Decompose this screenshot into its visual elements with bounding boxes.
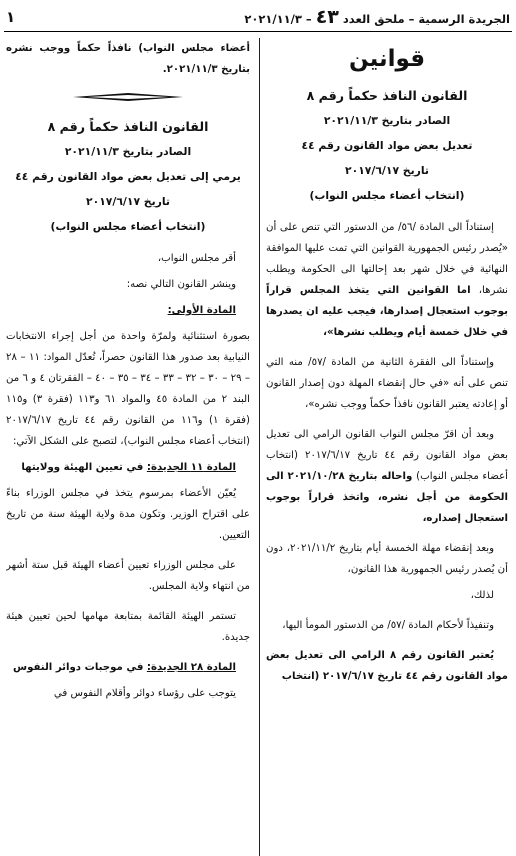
article-28-title: في موجبات دوائر النفوس <box>13 662 147 673</box>
law-heading-line-3: يرمي إلى تعديل بعض مواد القانون رقم ٤٤ <box>15 170 241 183</box>
issue-number: ٤٣ <box>315 6 339 28</box>
article-11-label: المادة ١١ الجديدة: <box>146 462 236 473</box>
law-heading-line-5: (انتخاب أعضاء مجلس النواب) <box>309 189 465 202</box>
paragraph-1-bold: اما القوانين التي يتخذ المجلس قراراً بوجوب استعجال إصدارها، فيجب عليه ان يصدرها في خلال خمسة أيام ويطلب نشرها»، <box>266 285 508 338</box>
gazette-title <box>244 6 510 28</box>
law-heading-line-1: القانون النافذ حكماً رقم ٨ <box>306 88 468 103</box>
paragraph-3 <box>266 424 508 529</box>
gazette-title-pre: الجريدة الرسمية – ملحق العدد <box>342 12 510 26</box>
article-1-text: بصورة استثنائية ولمرّة واحدة من أجل إجراء الانتخابات النيابية بعد صدور هذا القانون حصراً، تُعدّل المواد: ١١ – ٢٨ – ٢٩ – ٣٠ – ٣٢ – ٣٣ – ٣٤ – ٣٥ – ٤٠ – الفقرتان ٤ و ٦ من البند ٢ من المادة ٤٥ والمواد ٦١ و١١٣ (فقرة ٣) و١١٥ (فقرة ١) و١١٦ من القانون رقم ٤٤ تاريخ ٢٠١٧/٦/١٧ (انتخاب أعضاء مجلس النواب)، لتصبح على الشكل الآتي: <box>6 331 250 447</box>
law-heading-line-5: (انتخاب أعضاء مجلس النواب) <box>50 220 206 233</box>
article-11-paragraph-1: يُعيّن الأعضاء بمرسوم يتخذ في مجلس الوزراء بناءً على اقتراح الوزير. وتكون مدة ولاية الهيئة سنة من تاريخ التعيين. <box>6 488 250 541</box>
paragraph-2: وإستناداً الى الفقرة الثانية من المادة /٥٧/ منه التي تنص على أنه «في حال إنقضاء المهلة دون إصدار القانون أو إعادته يعتبر القانون نافذاً حكماً ووجب نشره»، <box>266 357 508 410</box>
article-28-paragraph-1: يتوجب على رؤساء دوائر وأقلام النفوس في <box>53 688 236 699</box>
header-rule <box>4 31 512 32</box>
article-1-title: المادة الأولى: <box>167 305 236 316</box>
continued-paragraph: أعضاء مجلس النواب) نافذاً حكماً ووجب نشره بتاريخ ٢٠٢١/١١/٣. <box>6 43 250 75</box>
paragraph-3-bold: واحاله بتاريخ ٢٠٢١/١٠/٢٨ الى الحكومة من أجل نشره، واتخذ قراراً بوجوب استعجال إصداره، <box>266 471 508 524</box>
paragraph-6: وتنفيذاً لأحكام المادة /٥٧/ من الدستور المومأ اليها، <box>282 620 494 631</box>
article-11-paragraph-2: على مجلس الوزراء تعيين أعضاء الهيئة قبل ستة أشهر من انتهاء ولاية المجلس. <box>6 560 250 592</box>
law-heading-line-4: تاريخ ٢٠١٧/٦/١٧ <box>345 164 429 177</box>
paragraph-4: وبعد إنقضاء مهلة الخمسة أيام بتاريخ ٢٠٢١/١١/٢، دون أن يُصدر رئيس الجمهورية هذا القانون، <box>266 543 508 575</box>
page-header <box>6 4 510 30</box>
paragraph-1-text: إستناداً الى المادة /٥٦/ من الدستور التي تنص على أن «يُصدر رئيس الجمهورية القوانين التي تمت عليها الموافقة النهائية في خلال شهر بعد إحالتها الى الحكومة ويطلب نشرها، <box>266 222 508 296</box>
left-column <box>6 38 250 856</box>
right-column <box>266 38 508 856</box>
article-11-paragraph-3: تستمر الهيئة القائمة بمتابعة مهامها لحين تعيين هيئة جديدة. <box>6 611 250 643</box>
law-heading-line-1: القانون النافذ حكماً رقم ٨ <box>47 119 209 134</box>
column-divider <box>259 38 260 856</box>
paragraph-1 <box>266 217 508 343</box>
enactment-line-1: أقر مجلس النواب، <box>157 253 236 264</box>
law-heading-line-2: الصادر بتاريخ ٢٠٢١/١١/٣ <box>64 145 192 158</box>
article-11-heading <box>6 457 250 478</box>
article-28-label: المادة ٢٨ الجديدة: <box>146 662 236 673</box>
paragraph-3-text: وبعد أن اقرّ مجلس النواب القانون الرامي الى تعديل بعض مواد القانون رقم ٤٤ تاريخ ٢٠١٧/٦/١٧ (انتخاب أعضاء مجلس النواب) <box>266 429 508 482</box>
law-heading-line-3: تعديل بعض مواد القانون رقم ٤٤ <box>301 139 473 152</box>
paragraph-5: لذلك، <box>470 590 494 601</box>
article-11-title: في تعيين الهيئة وولايتها <box>21 462 147 473</box>
law-heading-line-4: تاريخ ٢٠١٧/٦/١٧ <box>86 195 170 208</box>
section-title: قوانين <box>348 46 426 72</box>
separator-ornament <box>6 80 250 114</box>
enactment-line-2: وينشر القانون التالي نصه: <box>126 279 236 290</box>
diamond-rule-icon <box>73 92 183 102</box>
gazette-title-post: – ٢٠٢١/١١/٣ <box>244 12 312 26</box>
paragraph-7: يُعتبر القانون رقم ٨ الرامي الى تعديل بعض مواد القانون رقم ٤٤ تاريخ ٢٠١٧/٦/١٧ (انتخاب <box>266 650 508 682</box>
page-number: ١ <box>6 8 16 26</box>
law-heading-line-2: الصادر بتاريخ ٢٠٢١/١١/٣ <box>323 114 451 127</box>
article-28-heading <box>6 657 250 678</box>
